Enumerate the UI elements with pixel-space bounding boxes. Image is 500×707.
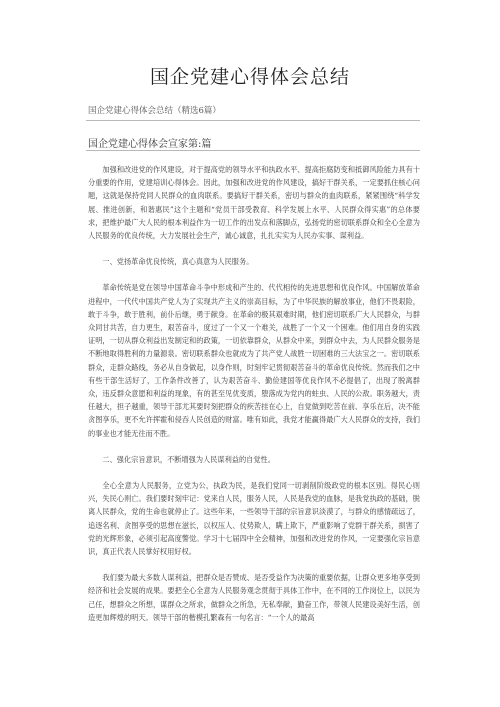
paragraph: 二、强化宗旨意识，不断增强为人民谋利益的自觉性。 [102, 454, 275, 464]
divider [86, 150, 420, 151]
section-title: 国企党建心得体会宣家第:篇 [88, 139, 212, 150]
paragraph: 全心全意为人民服务，立党为公，执政为民，是我们党同一切剥削阶级政党的根本区别。得民心则兴，失民心则亡。我们要时刻牢记：党来自人民，服务人民，人民是我党的血脉，是我党执政的基础，脱离人民群众，党的生命也就停止了。这些年来，一些领导干部的宗旨意识淡漠了，与群众的感情疏远了，追逐名利、贪图享受的思想在滋长，以权压人、仗势欺人，瞒上欺下，严重影响了党群干群关系，损害了党的光辉形象，必须引起高度警觉。学习十七届四中全会精神，加强和改进党的作风，一定要强化宗旨意识，真正代表人民掌好权用好权。 [88, 481, 420, 557]
paragraph: 一、党扬革命优良传统，真心真意为人民服务。 [102, 257, 254, 267]
divider [86, 120, 420, 121]
document-subtitle: 国企党建心得体会总结（精选6篇） [88, 106, 221, 116]
document-title: 国企党建心得体会总结 [149, 66, 350, 88]
paragraph: 我们要为最大多数人谋利益，把群众是否赞成、是否受益作为决策的重要依据，让群众更多地享受到经济和社会发展的成果。要把全心全意为人民服务观念贯彻于具体工作中，在不同的工作岗位上，以民为己任，想群众之所想，谋群众之所求，做群众之所急，无私奉献，勤奋工作，带领人民建设美好生活，创造更加辉煌的明天。领导干部的楷模孔繁森有一句名言：“一个人的最高 [88, 573, 420, 622]
document-body [88, 163, 420, 707]
paragraph: 革命传统是党在领导中国革命斗争中形成和产生的、代代相传的先进思想和优良作风。中国解放革命进程中，一代代中国共产党人为了实现共产主义的崇高目标，为了中华民族的解放事业，他们不畏艰险，敢于斗争，敢于胜利，前仆后继，勇于献身。在革命的极其艰难时期，他们密切联系广大人民群众，与群众同甘共苦，自力更生，艰苦奋斗，度过了一个又一个难关，战胜了一个又一个困难。他们用自身的实践证明，一切从群众利益出发制定和的政策，一切依靠群众，从群众中来，到群众中去，为人民群众服务是不断地取得胜利的力量源泉。密切联系群众也就成为了共产党人战胜一切困难的三大法宝之一。密切联系群众，走群众路线，务必从自身做起，以身作则，时刻牢记贯彻艰苦奋斗的革命优良传统。然而我们之中有些干部生活好了，工作条件改善了，认为艰苦奋斗、勤俭建国等优良作风不必提倡了，出现了脱离群众，违反群众意愿和利益的现象，有的甚至见优变质，堕落成为党内的蛀虫、人民的公敌。职务越大，责任越大，担子越重，领导干部尤其要时刻把群众的疾苦挂在心上，自觉做到吃苦在前、享乐在后，决不能贪图享乐，更不允许挥霍和侵吞人民创造的财富。唯有如此，我党才能赢得最广大人民群众的支持，我们的事业也才能无往而不胜。 [88, 283, 420, 438]
paragraph: 加强和改进党的作风建设，对于提高党的领导水平和执政水平、提高拒腐防变和抵御风险能力具有十分重要的作用，党建培训心得体会。因此，加强和改进党的作风建设，搞好干群关系，一定要抓住核心问题，这就是保持党同人民群众的血肉联系。要搞好干群关系，密切与群众的血肉联系，紧紧围绕“科学发展、推进创新，和谐惠民”这个主题和“党员干部受教育、科学发展上水平、人民群众得实惠”的总体要求，把维护最广大人民的根本利益作为一切工作的出发点和落脚点，弘扬党的密切联系群众和全心全意为人民服务的优良传统，大力发展社会生产，诚心诚意，扎扎实实为人民办实事、谋利益。 [88, 165, 420, 241]
